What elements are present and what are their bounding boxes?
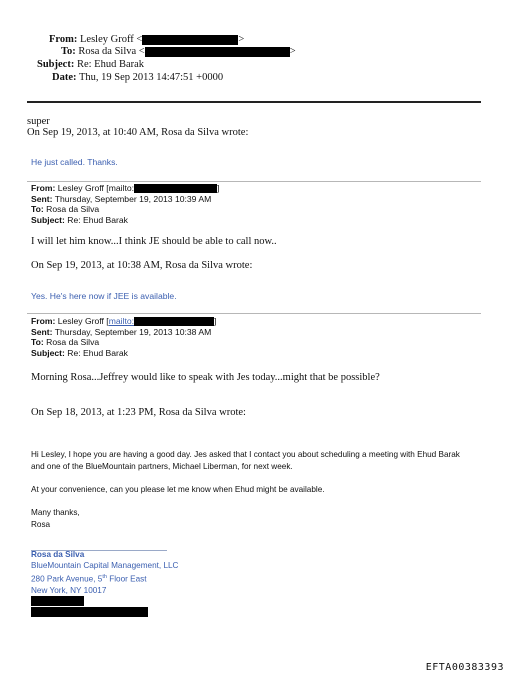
quoted-message: Yes. He's here now if JEE is available. <box>31 291 177 301</box>
header-divider <box>27 101 481 103</box>
sent-value: Thursday, September 19, 2013 10:38 AM <box>54 326 212 337</box>
quote-divider <box>27 313 481 314</box>
email-to-line <box>31 204 219 215</box>
subject-value: Re: Ehud Barak <box>76 59 145 70</box>
to-value: Rosa da Silva < <box>78 46 145 57</box>
to-label: To: <box>61 46 76 57</box>
email-sent-line <box>31 194 219 205</box>
redaction-bar <box>134 316 217 326</box>
signature-city: New York, NY 10017 <box>31 585 107 595</box>
from-close: ] <box>214 316 217 326</box>
bates-number: EFTA00383393 <box>425 662 504 673</box>
redaction-bar <box>31 607 148 617</box>
email-sent-line <box>31 327 216 338</box>
email-subject-line <box>31 215 219 226</box>
from-value: Lesley Groff < <box>80 34 143 45</box>
address-street: 280 Park Avenue, 5 <box>31 574 103 584</box>
subject-value: Re: Ehud Barak <box>67 214 128 225</box>
header-subject-row <box>37 59 144 72</box>
email-from-line <box>31 316 216 327</box>
to-close: > <box>289 46 296 57</box>
from-value: Lesley Groff [mailto: <box>57 183 135 193</box>
sent-label: Sent: <box>31 193 53 204</box>
subject-label: Subject: <box>31 347 65 358</box>
to-label: To: <box>31 204 44 215</box>
original-paragraph: At your convenience, can you please let me know when Ehud might be available. <box>31 485 325 494</box>
subject-label: Subject: <box>37 59 75 70</box>
header-date-row <box>52 72 223 85</box>
redaction-bar <box>145 47 290 57</box>
email-body: Morning Rosa...Jeffrey would like to speak with Jes today...might that be possible? <box>31 372 380 383</box>
signoff-name: Rosa <box>31 520 51 529</box>
email-attribution: On Sep 18, 2013, at 1:23 PM, Rosa da Silva wrote: <box>31 407 246 418</box>
signature-name: Rosa da Silva <box>31 550 85 559</box>
address-floor: Floor East <box>106 574 147 584</box>
address-superscript: th <box>102 573 107 580</box>
quoted-message: He just called. Thanks. <box>31 157 118 167</box>
from-label: From: <box>31 316 56 326</box>
email-from-line <box>31 183 219 194</box>
signature-company: BlueMountain Capital Management, LLC <box>31 561 179 571</box>
from-label: From: <box>31 183 56 193</box>
date-value: Thu, 19 Sep 2013 14:47:51 +0000 <box>78 72 224 83</box>
paragraph-line: and one of the BlueMountain partners, Michael Liberman, for next week. <box>31 462 293 471</box>
signature-divider <box>31 550 167 551</box>
original-paragraph <box>31 449 460 473</box>
from-close: ] <box>217 183 220 193</box>
mailto-link[interactable]: mailto: <box>108 316 135 326</box>
email-subject-line <box>31 348 216 359</box>
email-header-block <box>31 316 216 358</box>
quote-divider <box>27 181 481 182</box>
header-from-row <box>49 34 244 47</box>
subject-label: Subject: <box>31 214 65 225</box>
from-close: > <box>238 34 245 45</box>
closing-line: Many thanks, <box>31 508 80 517</box>
header-to-row <box>61 46 296 59</box>
signature-block <box>31 549 178 596</box>
redaction-bar <box>142 35 238 45</box>
date-label: Date: <box>52 72 77 83</box>
signature-address <box>31 572 178 585</box>
subject-value: Re: Ehud Barak <box>67 347 128 358</box>
reply-text: super <box>27 116 50 127</box>
to-label: To: <box>31 337 44 348</box>
reply-attribution: On Sep 19, 2013, at 10:40 AM, Rosa da Silva wrote: <box>27 127 249 138</box>
email-body: I will let him know...I think JE should be able to call now.. <box>31 236 277 247</box>
paragraph-line: Hi Lesley, I hope you are having a good day. Jes asked that I contact you about scheduling a meeting with Ehud Barak <box>31 450 460 459</box>
email-attribution: On Sep 19, 2013, at 10:38 AM, Rosa da Silva wrote: <box>31 260 253 271</box>
redaction-bar <box>31 596 84 606</box>
from-label: From: <box>49 34 78 45</box>
sent-label: Sent: <box>31 326 53 337</box>
to-value: Rosa da Silva <box>46 337 100 348</box>
from-value: Lesley Groff [ <box>57 316 109 326</box>
email-header-block <box>31 183 219 225</box>
redaction-bar <box>134 183 220 193</box>
email-to-line <box>31 337 216 348</box>
sent-value: Thursday, September 19, 2013 10:39 AM <box>54 193 212 204</box>
to-value: Rosa da Silva <box>46 204 100 215</box>
